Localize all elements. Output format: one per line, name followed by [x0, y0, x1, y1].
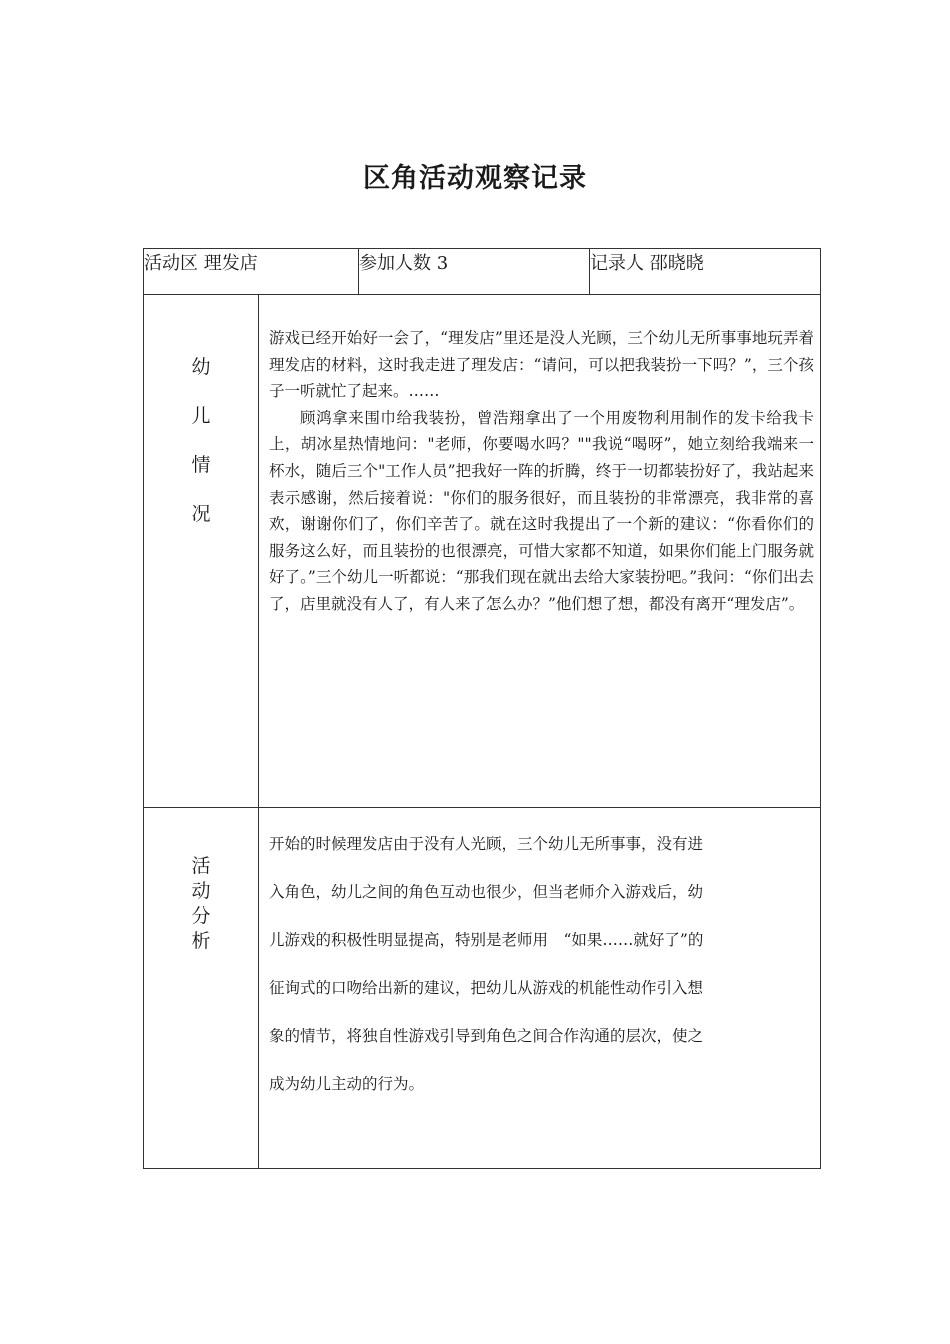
children-situation-label: [144, 295, 259, 808]
label-char: 情: [191, 454, 211, 476]
activity-area-cell: 活动区 理发店: [144, 249, 359, 295]
activity-analysis-row: [144, 808, 821, 1169]
header-row: [144, 249, 821, 295]
label-char: 析: [191, 930, 211, 952]
analysis-line: 象的情节，将独自性游戏引导到角色之间合作沟通的层次，使之: [269, 1027, 704, 1045]
label-char: 活: [191, 855, 211, 877]
analysis-line: 征询式的口吻给出新的建议，把幼儿从游戏的机能性动作引入想: [269, 979, 704, 997]
situation-paragraph: 顾鸿拿来围巾给我装扮，曾浩翔拿出了一个用废物利用制作的发卡给我卡上，胡冰星热情地问："老师，你要喝水吗？""我说“喝呀”，她立刻给我端来一杯水，随后三个"工作人员”把我好一阵的折腾，终于一切都装扮好了，我站起来表示感谢，然后接着说："你们的服务很好，而且装扮的非常漂亮，我非常的喜欢，谢谢你们了，你们辛苦了。就在这时我提出了一个新的建议：“你看你们的服务这么好，而且装扮的也很漂亮，可惜大家都不知道，如果你们能上门服务就好了。”三个幼儿一听都说：“那我们现在就出去给大家装扮吧。”我问：“你们出去了，店里就没有人了，有人来了怎么办？”他们想了想，都没有离开“理发店”。: [269, 408, 815, 613]
children-situation-content: [259, 295, 821, 808]
analysis-line: 成为幼儿主动的行为。: [269, 1075, 425, 1093]
label-char: 分: [191, 905, 211, 927]
activity-analysis-content: [259, 808, 821, 1169]
activity-analysis-label: [144, 808, 259, 1169]
label-char: 儿: [191, 405, 211, 427]
situation-paragraph: 游戏已经开始好一会了，“理发店”里还是没人光顾，三个幼儿无所事事地玩弄着理发店的材料，这时我走进了理发店：“请问，可以把我装扮一下吗？”，三个孩子一听就忙了起来。……: [269, 329, 815, 401]
analysis-line: 儿游戏的积极性明显提高，特别是老师用 “如果……就好了”的: [269, 931, 704, 949]
recorder-cell: 记录人 邵晓晓: [590, 249, 821, 295]
children-situation-row: [144, 295, 821, 808]
document-title: 区角活动观察记录: [363, 163, 587, 194]
observation-record-table: [143, 248, 821, 1169]
label-char: 幼: [191, 356, 211, 378]
analysis-line: 开始的时候理发店由于没有人光顾，三个幼儿无所事事，没有进: [269, 835, 704, 853]
participants-cell: 参加人数 3: [359, 249, 590, 295]
analysis-line: 入角色，幼儿之间的角色互动也很少，但当老师介入游戏后，幼: [269, 883, 704, 901]
label-char: 动: [191, 880, 211, 902]
label-char: 况: [191, 503, 211, 525]
